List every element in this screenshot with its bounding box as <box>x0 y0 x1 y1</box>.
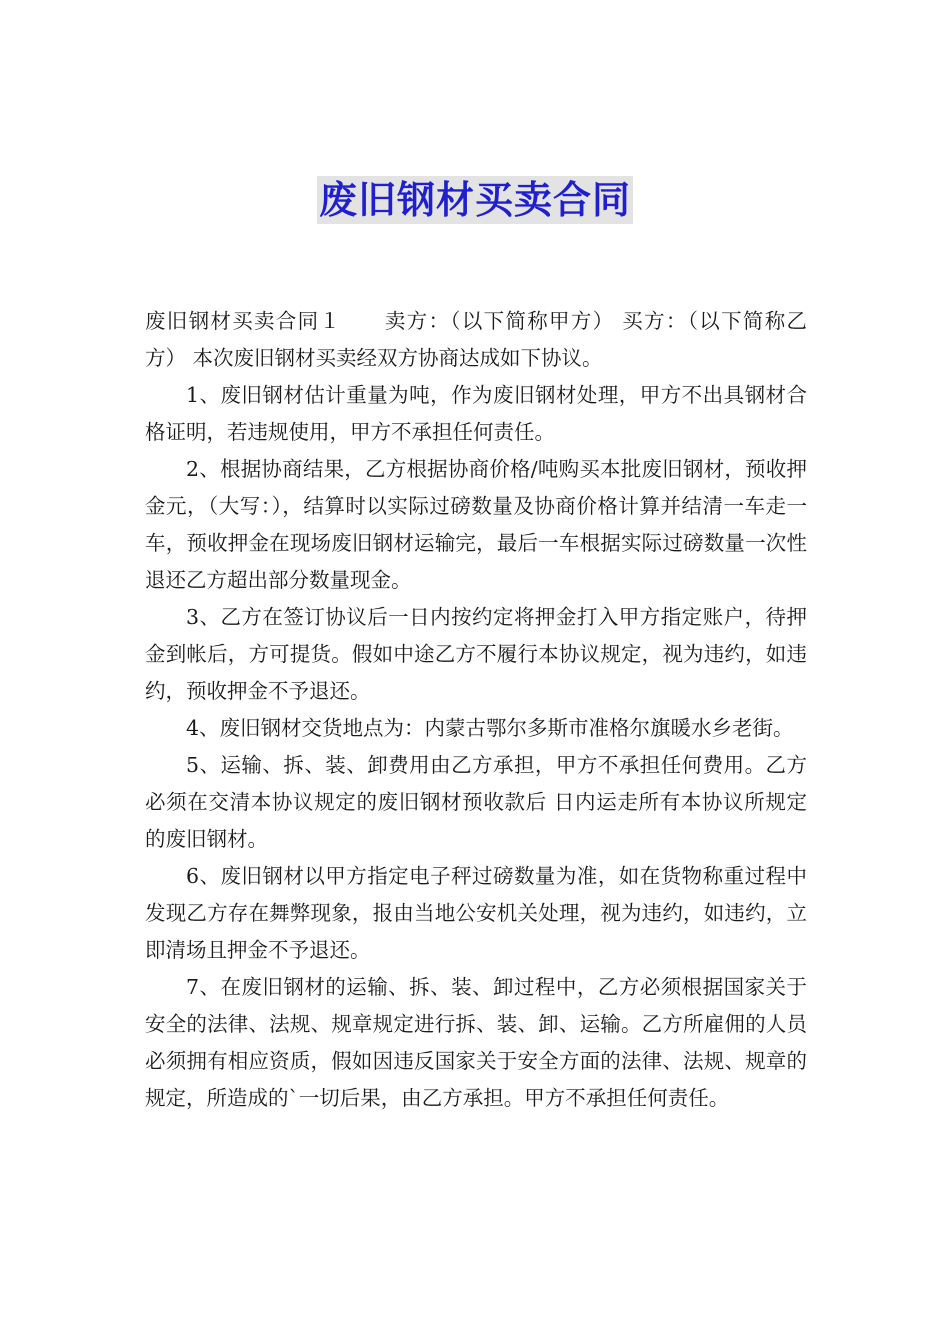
clause-4-paragraph: 4、废旧钢材交货地点为：内蒙古鄂尔多斯市准格尔旗暖水乡老街。 <box>186 716 794 740</box>
clause-2-paragraph: 2、根据协商结果，乙方根据协商价格/吨购买本批废旧钢材，预收押金元，（大写：），结算时以实际过磅数量及协商价格计算并结清一车走一车，预收押金在现场废旧钢材运输完，最后一车根据实际过磅数量一次性退还乙方超出部分数量现金。 <box>145 457 807 592</box>
clause-7-paragraph: 7、在废旧钢材的运输、拆、装、卸过程中，乙方必须根据国家关于安全的法律、法规、规章规定进行拆、装、卸、运输。乙方所雇佣的人员必须拥有相应资质，假如因违反国家关于安全方面的法律、法规、规章的规定，所造成的`一切后果，由乙方承担。甲方不承担任何责任。 <box>145 975 807 1110</box>
clause-6-paragraph: 6、废旧钢材以甲方指定电子秤过磅数量为准，如在货物称重过程中发现乙方存在舞弊现象，报由当地公安机关处理，视为违约，如违约，立即清场且押金不予退还。 <box>145 864 807 962</box>
document-title: 废旧钢材买卖合同 <box>318 178 631 222</box>
document-body <box>145 303 807 1117</box>
title-container <box>0 176 950 224</box>
clause-3-paragraph: 3、乙方在签订协议后一日内按约定将押金打入甲方指定账户，待押金到帐后，方可提货。假如中途乙方不履行本协议规定，视为违约，如违约，预收押金不予退还。 <box>145 605 807 703</box>
clause-5-paragraph: 5、运输、拆、装、卸费用由乙方承担，甲方不承担任何费用。乙方必须在交清本协议规定的废旧钢材预收款后 日内运走所有本协议所规定的废旧钢材。 <box>145 753 807 851</box>
clause-1-paragraph: 1、废旧钢材估计重量为吨，作为废旧钢材处理，甲方不出具钢材合格证明，若违规使用，甲方不承担任何责任。 <box>145 383 807 444</box>
intro-paragraph: 废旧钢材买卖合同１ 卖方：（以下简称甲方） 买方：（以下简称乙方） 本次废旧钢材买卖经双方协商达成如下协议。 <box>145 309 807 370</box>
